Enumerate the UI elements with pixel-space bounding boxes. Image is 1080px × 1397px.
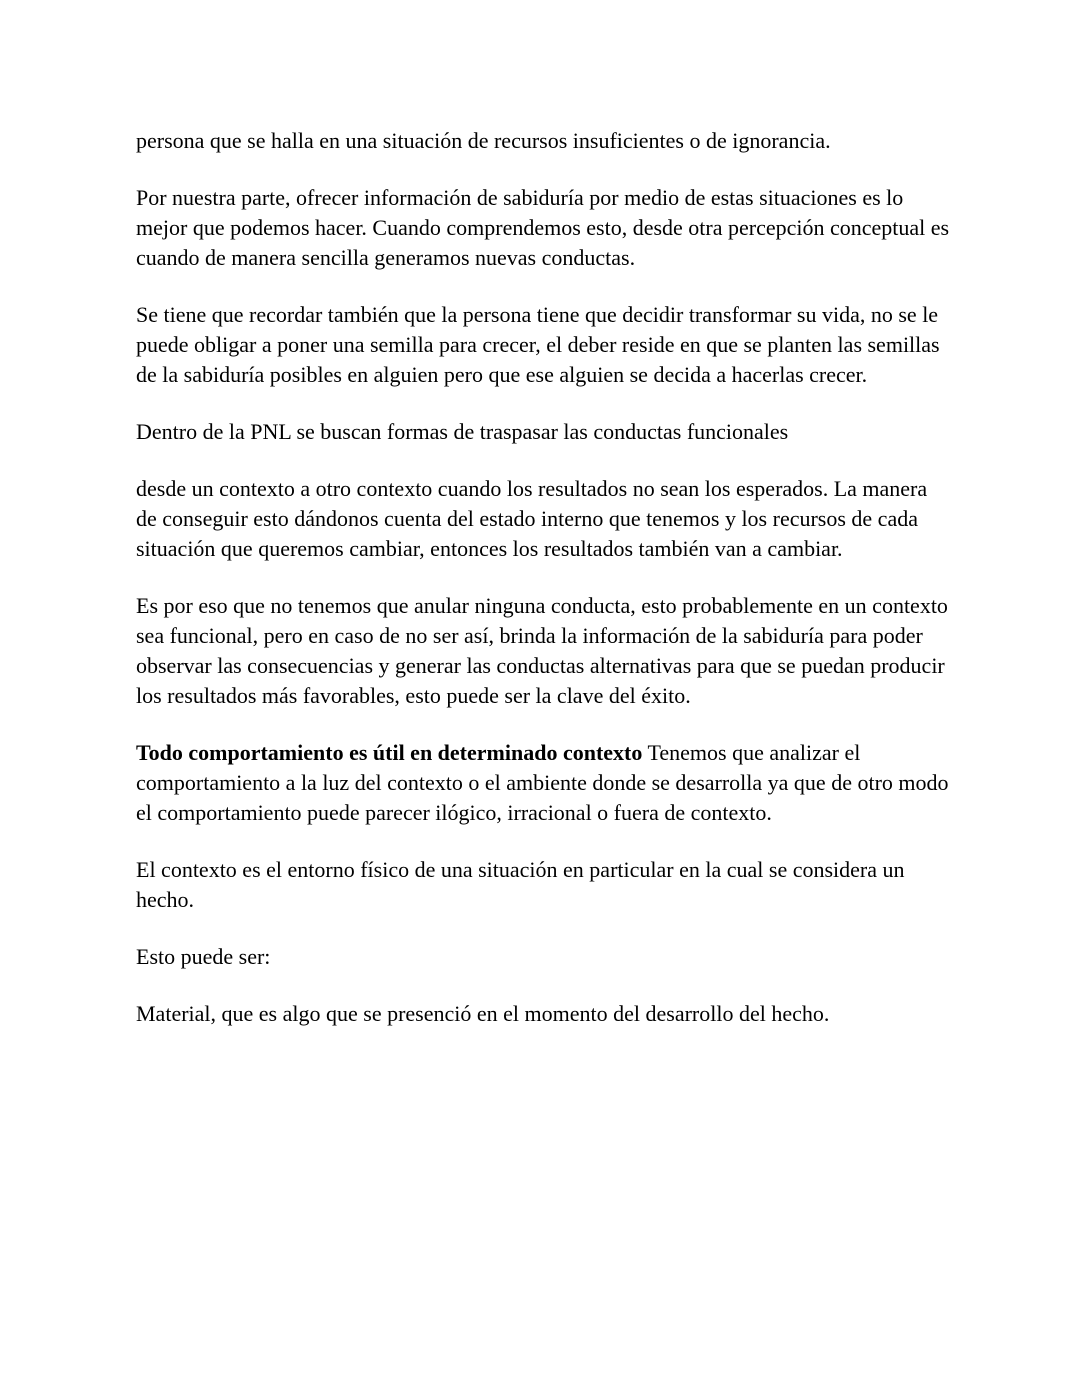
paragraph: Dentro de la PNL se buscan formas de traspasar las conductas funcionales — [136, 419, 789, 444]
paragraph: persona que se halla en una situación de recursos insuficientes o de ignorancia. — [136, 128, 831, 153]
paragraph: Esto puede ser: — [136, 944, 271, 969]
bold-leadin: Todo comportamiento es útil en determinado contexto — [136, 740, 643, 765]
paragraph-with-bold-leadin — [136, 738, 950, 828]
paragraph: Es por eso que no tenemos que anular ninguna conducta, esto probablemente en un contexto sea funcional, pero en caso de no ser así, brinda la información de la sabiduría para poder observar las consecuencias y generar las conductas alternativas para que se puedan producir los resultados más favorables, esto puede ser la clave del éxito. — [136, 593, 948, 708]
paragraph: desde un contexto a otro contexto cuando los resultados no sean los esperados. La manera de conseguir esto dándonos cuenta del estado interno que tenemos y los recursos de cada situación que queremos cambiar, entonces los resultados también van a cambiar. — [136, 476, 928, 561]
paragraph: Se tiene que recordar también que la persona tiene que decidir transformar su vida, no se le puede obligar a poner una semilla para crecer, el deber reside en que se planten las semillas de la sabiduría posibles en alguien pero que ese alguien se decida a hacerlas crecer. — [136, 302, 940, 387]
paragraph-text: Tenemos que analizar el comportamiento a la luz del contexto o el ambiente donde se desarrolla ya que de otro modo el comportamiento puede parecer ilógico, irracional o fuera de contexto. — [136, 740, 949, 825]
paragraph: El contexto es el entorno físico de una situación en particular en la cual se considera un hecho. — [136, 857, 905, 912]
paragraph: Por nuestra parte, ofrecer información de sabiduría por medio de estas situaciones es lo mejor que podemos hacer. Cuando comprendemos esto, desde otra percepción conceptual es cuando de manera sencilla generamos nuevas conductas. — [136, 185, 950, 270]
paragraph: Material, que es algo que se presenció en el momento del desarrollo del hecho. — [136, 1001, 830, 1026]
